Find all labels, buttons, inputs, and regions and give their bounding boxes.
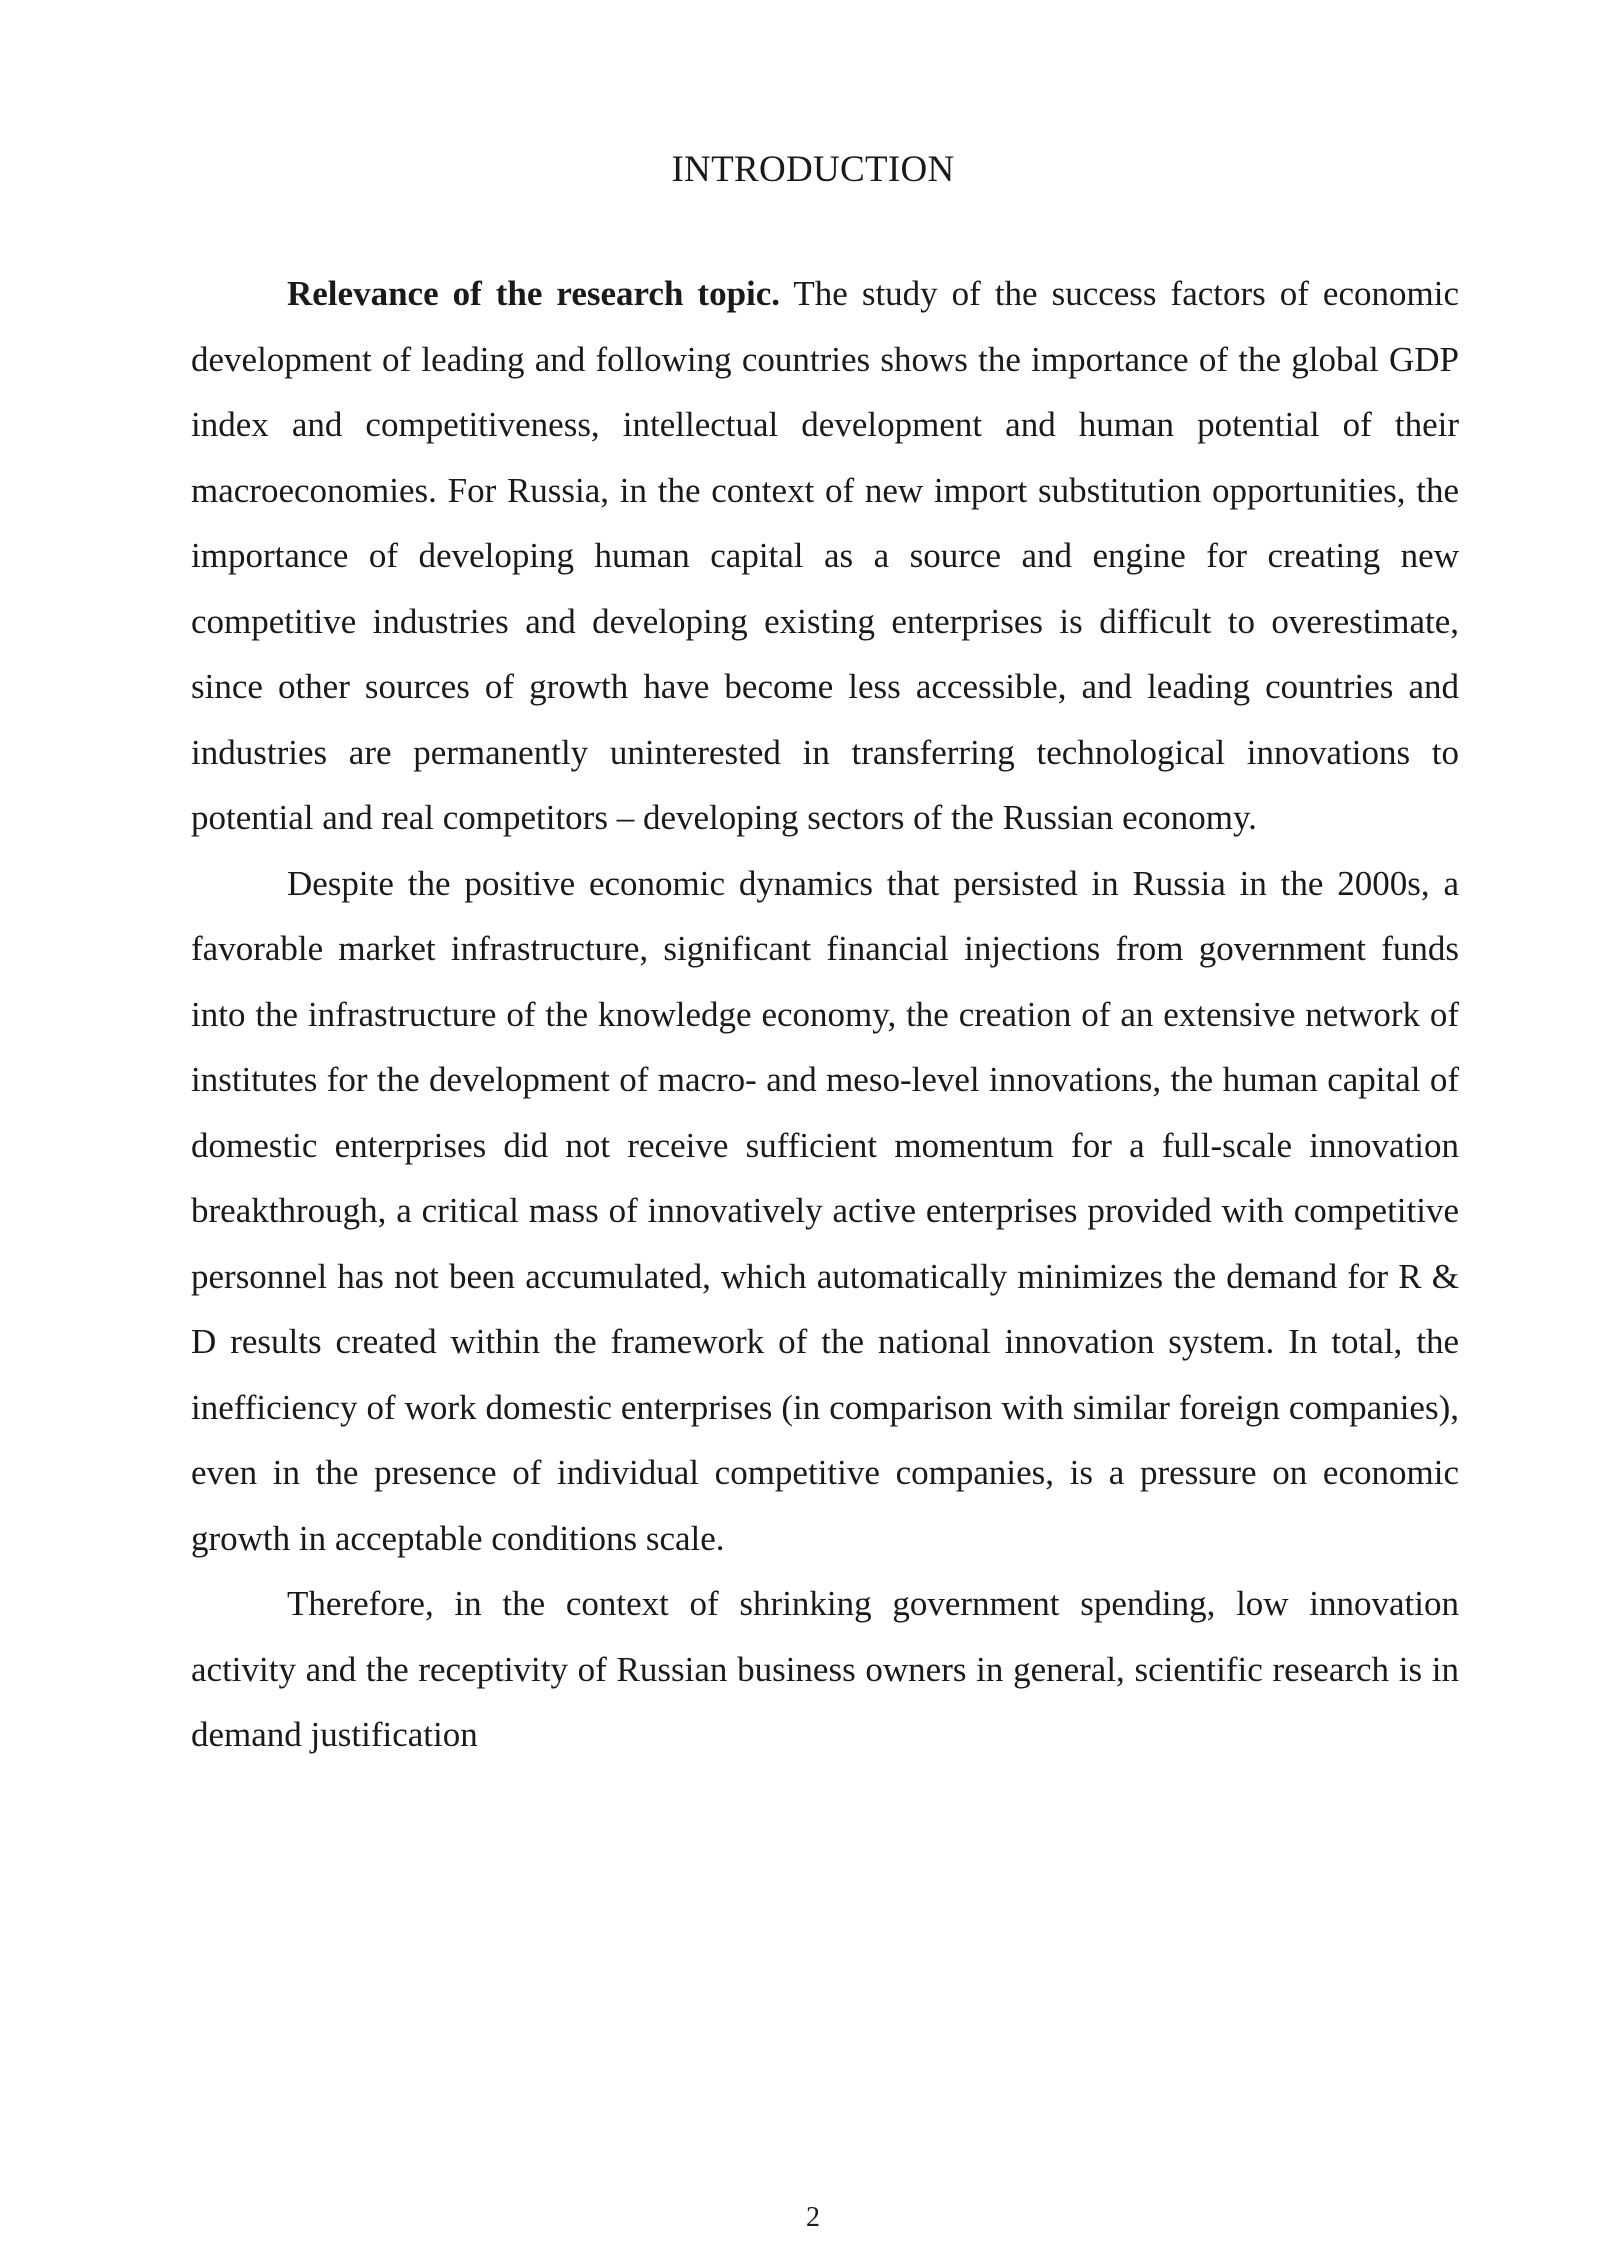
section-title: INTRODUCTION	[671, 149, 955, 190]
paragraph-therefore	[191, 1571, 1459, 1768]
paragraph-text: The study of the success factors of economic development of leading and following countries shows the importance of the global GDP index and competitiveness, intellectual development and human potential of their macroeconomies. For Russia, in the context of new import substitution opportunities, the importance of developing human capital as a source and engine for creating new competitive industries and developing existing enterprises is difficult to overestimate, since other sources of growth have become less accessible, and leading countries and industries are permanently uninterested in transferring technological innovations to potential and real competitors – developing sectors of the Russian economy.	[191, 274, 1459, 837]
paragraph-text: Therefore, in the context of shrinking government spending, low innovation activity and the receptivity of Russian business owners in general, scientific research is in demand justification	[191, 1584, 1459, 1754]
paragraph-dynamics	[191, 851, 1459, 1572]
paragraph-lead-heading: Relevance of the research topic.	[287, 274, 781, 313]
page-number: 2	[806, 2202, 820, 2233]
paragraph-text: Despite the positive economic dynamics that persisted in Russia in the 2000s, a favorable market infrastructure, significant financial injections from government funds into the infrastructure of the knowledge economy, the creation of an extensive network of institutes for the development of macro- and meso-level innovations, the human capital of domestic enterprises did not receive sufficient momentum for a full-scale innovation breakthrough, a critical mass of innovatively active enterprises provided with competitive personnel has not been accumulated, which automatically minimizes the demand for R & D results created within the framework of the national innovation system. In total, the inefficiency of work domestic enterprises (in comparison with similar foreign companies), even in the presence of individual competitive companies, is a pressure on economic growth in acceptable conditions scale.	[191, 863, 1459, 1558]
paragraph-relevance	[191, 261, 1459, 851]
body-text	[191, 261, 1459, 1768]
